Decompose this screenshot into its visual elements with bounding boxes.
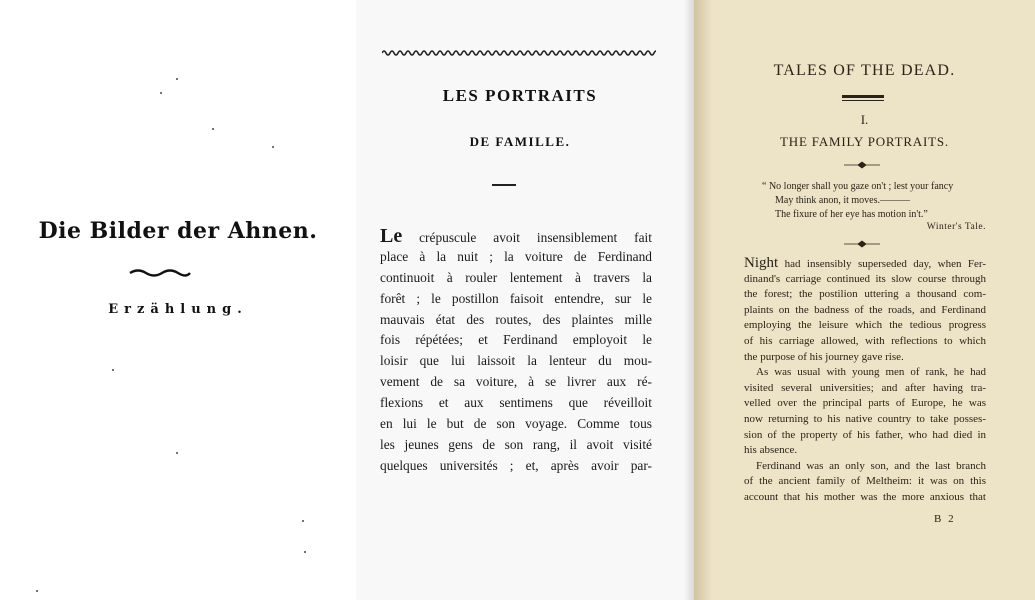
english-text-page <box>694 0 1035 600</box>
text-line: the forest; the postilion uttering a thousand com- <box>744 288 986 301</box>
epigraph-line: “ No longer shall you gaze on't ; lest your fancy <box>762 181 954 192</box>
text-line: As was usual with young men of rank, he had <box>756 366 986 379</box>
text-line: the purpose of his journey gave rise. <box>744 350 904 363</box>
text-line: loisir que lui laissoit la lenteur du mou- <box>380 353 652 369</box>
chapter-numeral: I. <box>860 112 869 127</box>
german-title-page <box>0 0 356 600</box>
english-subtitle: THE FAMILY PORTRAITS. <box>780 134 949 149</box>
text-line: of his carriage allowed, with reflections to which <box>744 334 986 347</box>
drop-cap: Night <box>744 255 779 271</box>
text-line: Le crépuscule avoit insensiblement fait <box>380 225 652 247</box>
text-line: plaints on the badness of the roads, and Ferdinand <box>744 303 986 316</box>
text-line: mauvais état des routes, des plaintes mille <box>380 311 652 327</box>
text-line: velled over the principal parts of Europe, he was <box>744 397 986 410</box>
paper-speck <box>272 146 274 148</box>
text-line: forêt ; le postillon faisoit entendre, sur le <box>380 290 652 306</box>
text-line: flexions et aux sentimens que réveilloit <box>380 395 652 411</box>
header-ornament <box>382 46 656 60</box>
text-line: visited several universities; and after having tra- <box>744 381 986 394</box>
drop-cap: Le <box>380 225 403 247</box>
text-line: now returning to his native country to take posses- <box>744 412 986 425</box>
french-text-page <box>356 0 694 600</box>
text-line: place à la nuit ; la voiture de Ferdinand <box>380 248 652 264</box>
page-edge-shadow <box>684 0 694 600</box>
diamond-ornament <box>844 160 880 170</box>
text-line: account that his mother was the more anxious that <box>744 490 986 503</box>
double-rule-thin <box>842 100 884 101</box>
paper-speck <box>36 590 38 592</box>
english-body-text <box>744 256 986 506</box>
text-line: Ferdinand was an only son, and the last branch <box>756 459 986 472</box>
text-line: les jeunes gens de son rang, il avoit visité <box>380 436 652 452</box>
text-line: dinand's carriage continued its slow course through <box>744 272 986 285</box>
text-line: employing the leisure which the tedious progress <box>744 319 986 332</box>
gutter-shadow <box>694 0 712 600</box>
paper-speck <box>304 551 306 553</box>
paper-speck <box>176 452 178 454</box>
text-line: en lui le but de son voyage. Comme tous <box>380 416 652 432</box>
german-subtitle: Erzählung. <box>108 302 248 317</box>
paper-speck <box>302 520 304 522</box>
text-line: continuoit à rouler lentement à travers la <box>380 269 652 285</box>
epigraph-attribution: Winter's Tale. <box>926 222 986 232</box>
text-line: Night had insensibly superseded day, when Fer- <box>744 255 986 271</box>
paper-speck <box>212 128 214 130</box>
paper-speck <box>176 78 178 80</box>
epigraph-line: May think anon, it moves.——— <box>775 195 910 206</box>
diamond-ornament <box>844 239 880 249</box>
text-line: sion of the property of his father, who had died in <box>744 428 986 441</box>
paper-speck <box>160 92 162 94</box>
text-line: fois répétées; et Ferdinand employoit le <box>380 332 652 348</box>
short-rule <box>492 184 516 186</box>
english-title: TALES OF THE DEAD. <box>773 62 956 79</box>
wavy-rule-ornament <box>128 266 192 278</box>
text-line: vement de sa voiture, à se livrer aux ré- <box>380 374 652 390</box>
text-line: of the ancient family of Meltheim: it was on this <box>744 475 986 488</box>
french-subtitle: DE FAMILLE. <box>469 134 571 149</box>
signature-mark: B 2 <box>934 513 956 525</box>
german-title: Die Bilder der Ahnen. <box>38 218 318 244</box>
text-line: quelques universités ; et, après avoir par- <box>380 457 652 473</box>
text-line: his absence. <box>744 444 798 457</box>
epigraph-line: The fixure of her eye has motion in't.” <box>775 209 928 220</box>
double-rule <box>842 95 884 98</box>
paper-speck <box>112 369 114 371</box>
french-title: LES PORTRAITS <box>442 86 598 105</box>
french-body-text <box>380 226 652 477</box>
